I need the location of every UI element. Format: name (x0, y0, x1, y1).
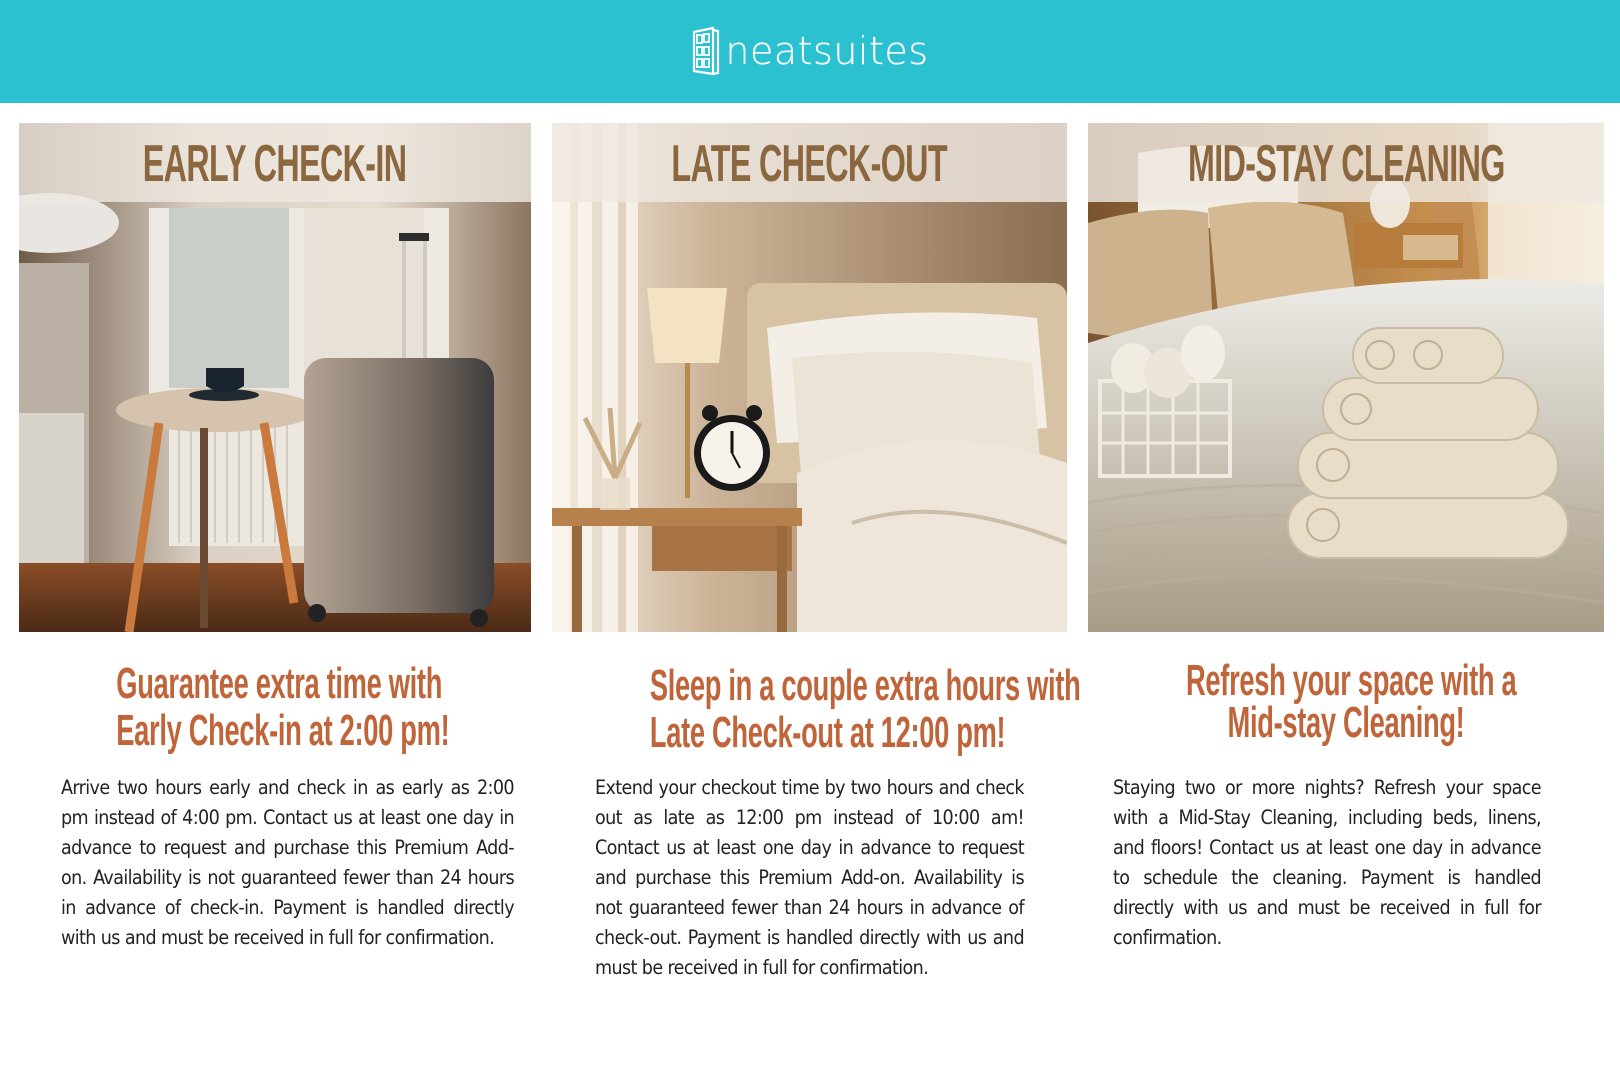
photo-early-check-in (19, 123, 531, 632)
photo-mid-stay-cleaning (1088, 123, 1604, 632)
photo-late-check-out (552, 123, 1067, 632)
card-headline (1088, 656, 1604, 747)
headline-line-1: Guarantee extra time with (116, 659, 443, 708)
brand-name: neatsuites (725, 28, 929, 73)
headline-line-2: Mid-stay Cleaning! (1227, 698, 1465, 747)
headline-line-1: Refresh your space with a (1186, 656, 1517, 705)
card-description: Staying two or more nights? Refresh your space with a Mid-Stay Cleaning, including beds, linens, and floors! Contact us at least one day in advance to schedule the cleaning. Payment is handled directly with us and must be received in full for confirmation. (1113, 776, 1541, 949)
card-description: Arrive two hours early and check in as early as 2:00 pm instead of 4:00 pm. Contact us at least one day in advance to request and purchase this Premium Add-on. Availability is not guaranteed fewer than 24 hours in advance of check-in. Payment is handled directly with us and must be received in full for confirmation. (61, 776, 514, 949)
headline-line-1: Sleep in a couple extra hours with (649, 661, 1081, 710)
title-band (1088, 123, 1604, 202)
card-mid-stay-cleaning (1088, 123, 1604, 949)
title-band (552, 123, 1067, 202)
brand-logo[interactable] (691, 26, 928, 76)
card-headline (552, 661, 1081, 757)
card-early-check-in (19, 123, 531, 949)
header-bar (0, 0, 1620, 103)
headline-line-2: Late Check-out at 12:00 pm! (649, 708, 1006, 757)
title-band (19, 123, 531, 202)
card-title: EARLY CHECK-IN (143, 134, 407, 193)
card-description: Extend your checkout time by two hours and check out as late as 12:00 pm instead of 10:00 am! Contact us at least one day in advance to request and purchase this Premium Add-on. Availability is not guaranteed fewer than 24 hours in advance of check-out. Payment is handled directly with us and must be received in full for confirmation. (595, 776, 1024, 979)
card-late-check-out (552, 123, 1081, 979)
door-icon (691, 26, 721, 76)
headline-line-2: Early Check-in at 2:00 pm! (116, 706, 450, 755)
card-headline (19, 660, 531, 754)
card-title: LATE CHECK-OUT (671, 134, 948, 193)
card-title: MID-STAY CLEANING (1187, 134, 1505, 193)
